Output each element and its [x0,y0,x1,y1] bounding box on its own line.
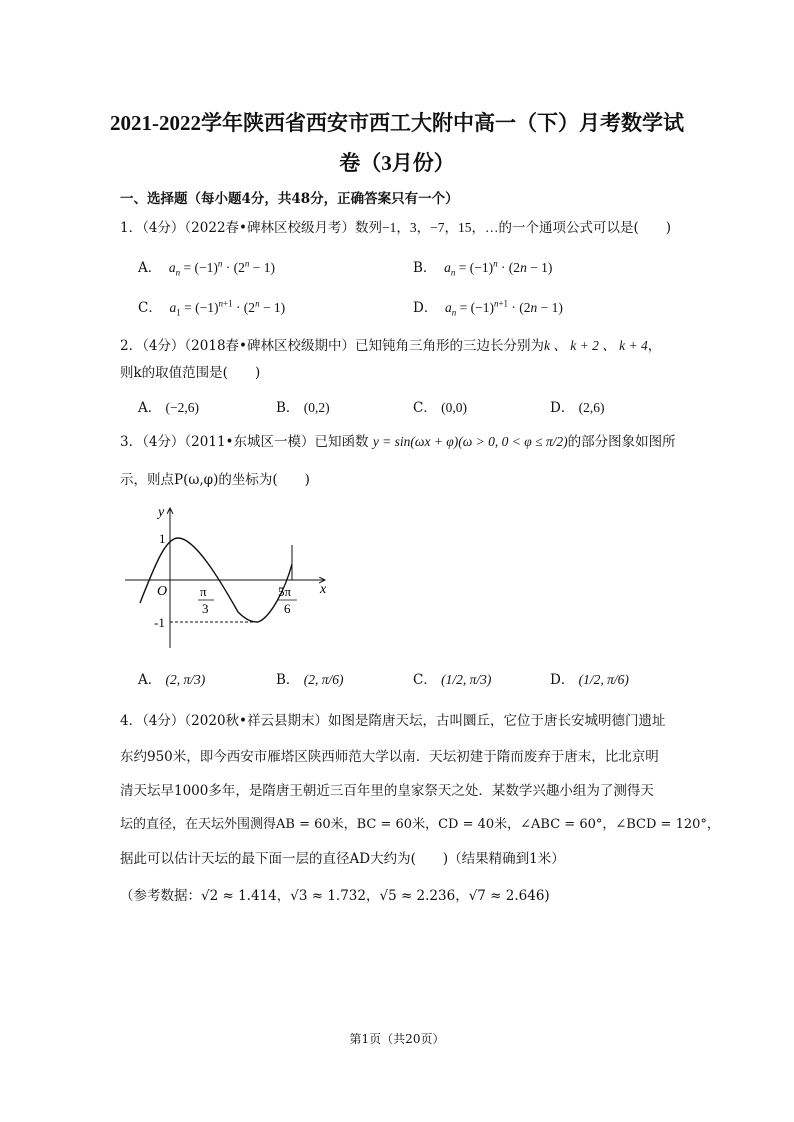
q2-number: 2． [120,338,143,354]
q1-number: 1． [120,220,143,236]
q4-line4: 坛的直径，在天坛外围测得AB = 60米，BC = 60米，CD = 40米，∠ABC = 60°，∠BCD = 120°， [120,817,720,832]
section-heading: 一、选择题（每小题4分，共48分，正确答案只有一个） [120,191,459,207]
option-label: C． [413,672,437,688]
q2-option-d[interactable] [550,396,605,416]
graph-tick-pi3-num: π [200,584,207,599]
page-title-line2: 卷（3月份） [339,151,455,175]
q4-line1: （4分）（2020秋•祥云县期末）如图是隋唐天坛，古叫圜丘，它位于唐长安城明德门遗址 [142,713,666,729]
option-value: (2, π/6) [303,672,344,687]
q2-text: （4分）（2018春•碑林区校级期中）已知钝角三角形的三边长分别为 [142,338,545,354]
option-value: (0,2) [303,400,330,415]
q3-option-d[interactable] [550,668,629,688]
graph-tick-5pi6-num: 5π [278,584,292,599]
q3-option-b[interactable] [276,668,343,688]
q4-line3: 清天坛早1000多年，是隋唐王朝近三百年里的皇家祭天之处．某数学兴趣小组为了测得天 [120,783,654,799]
option-value: (1/2, π/3) [441,672,492,687]
sine-graph [120,500,340,650]
q2-line2: 则k的取值范围是( ) [120,365,261,381]
q2-comma: ， [647,338,662,354]
q2-option-b[interactable] [276,396,330,416]
option-label: A． [138,672,162,688]
graph-y-label: y [158,505,165,520]
q3-number: 3． [120,434,143,450]
q4-reference-data: （参考数据：√2 ≈ 1.414，√3 ≈ 1.732，√5 ≈ 2.236，√7 ≈ 2.646) [120,888,550,904]
q1-option-b[interactable] [413,256,552,278]
option-value: (1/2, π/6) [578,672,629,687]
option-value: (2, π/3) [165,672,206,687]
q1-option-d[interactable] [413,296,563,318]
question-3 [120,430,676,450]
page-footer: 第1页（共20页） [349,1032,445,1046]
option-label: D． [550,400,575,416]
q3-text: （4分）（2011•东城区一模）已知函数 [142,434,369,450]
q2-option-a[interactable] [138,396,199,416]
q4-line2: 东约950米，即今西安市雁塔区陕西师范大学以南．天坛初建于隋而废弃于唐末，比北京明 [120,749,659,765]
option-label: A． [138,260,162,276]
question-2 [120,334,661,354]
option-label: C． [413,400,437,416]
q2-sides: k 、 k + 2 、 k + 4 [544,338,648,353]
question-1 [120,216,671,236]
q1-option-d-formula: $a_n = (-1)^{n+1} \cdot (2n - 1)$ [445,298,563,318]
q1-option-a[interactable] [138,256,275,278]
option-label: B． [413,260,437,276]
q3-function: y = sin(ωx + φ)(ω > 0, 0 < φ ≤ π/2) [372,434,568,449]
q3-option-a[interactable] [138,668,205,688]
graph-tick-1: 1 [159,531,166,546]
page-title-line1: 2021-2022学年陕西省西安市西工大附中高一（下）月考数学试 [110,111,684,135]
q4-line5: 据此可以估计天坛的最下面一层的直径AD大约为( )（结果精确到1米） [120,851,565,867]
q1-text-pre: （4分）（2022春•碑林区校级月考）数列 [142,220,383,236]
q2-option-c[interactable] [413,396,467,416]
graph-tick-pi3-den: 3 [202,601,209,616]
option-value: (2,6) [578,400,605,415]
option-label: B． [276,672,300,688]
option-label: A． [138,400,162,416]
q4-number: 4． [120,713,143,729]
question-4 [120,709,666,729]
q1-option-a-formula: $a_n = (-1)^n \cdot (2^n - 1)$ [168,258,275,278]
q1-option-c-formula: $a_1 = (-1)^{n+1} \cdot (2^n - 1)$ [169,298,286,318]
q1-option-b-formula: $a_n = (-1)^n \cdot (2n - 1)$ [444,258,553,278]
option-value: (−2,6) [165,400,200,415]
option-label: D． [550,672,575,688]
option-label: B． [276,400,300,416]
q3-option-c[interactable] [413,668,491,688]
option-label: D． [413,300,438,316]
graph-tick-5pi6-den: 6 [284,601,291,616]
graph-x-label: x [320,582,327,597]
q3-line2: 示，则点P(ω,φ)的坐标为( ) [120,472,310,488]
q1-option-c[interactable] [138,296,285,318]
graph-tick-neg1: -1 [154,615,165,630]
q3-text-post: 的部分图象如图所 [567,434,676,450]
graph-origin: O [157,584,168,599]
q1-sequence: −1，3，−7，15，… [382,220,499,235]
q1-text-post: 的一个通项公式可以是( ) [498,220,672,236]
option-value: (0,0) [441,400,468,415]
option-label: C． [138,300,162,316]
